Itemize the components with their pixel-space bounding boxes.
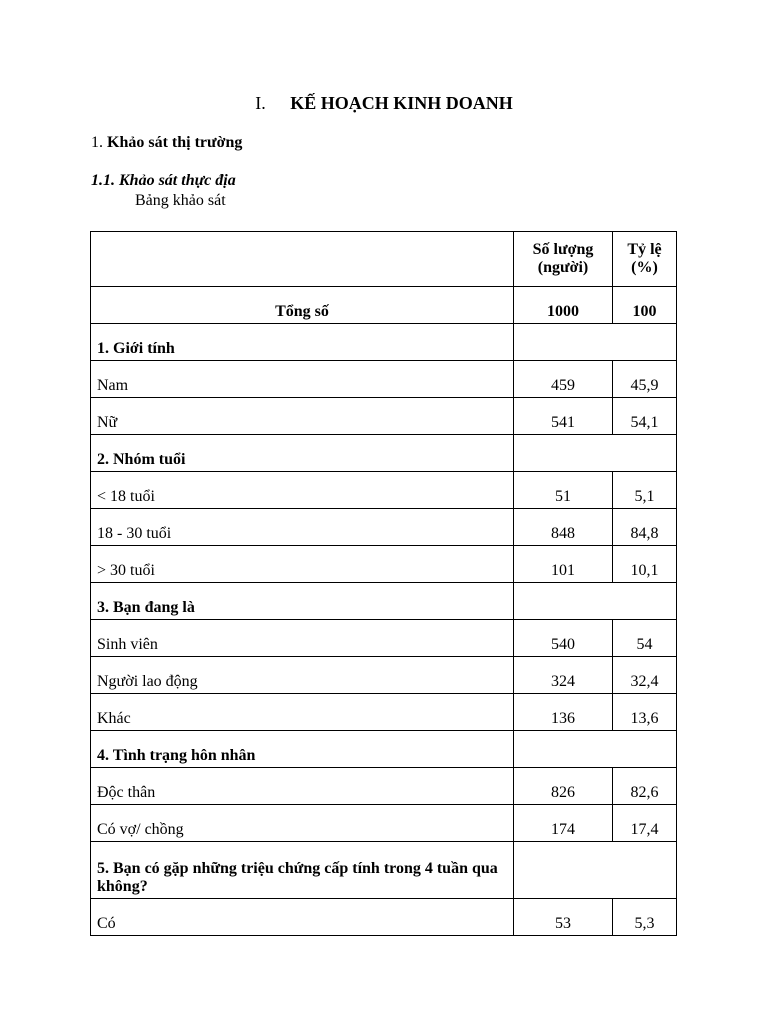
subsection-heading: 1.1. Khảo sát thực địa <box>91 172 236 189</box>
row-label: Nữ <box>91 398 514 435</box>
row-label: Sinh viên <box>91 620 514 657</box>
row-count: 174 <box>514 805 613 842</box>
row-label: Người lao động <box>91 657 514 694</box>
section-title: 3. Bạn đang là <box>91 583 514 620</box>
table-caption: Bảng khảo sát <box>135 192 226 209</box>
row-label: < 18 tuổi <box>91 472 514 509</box>
row-count: 848 <box>514 509 613 546</box>
total-row <box>91 287 677 324</box>
table-row <box>91 620 677 657</box>
header-count-unit: (người) <box>537 259 589 276</box>
header-pct-unit: (%) <box>631 259 658 276</box>
header-count-cell <box>514 232 613 287</box>
total-pct: 100 <box>613 287 677 324</box>
row-count: 540 <box>514 620 613 657</box>
row-pct: 10,1 <box>613 546 677 583</box>
table-section-row <box>91 324 677 361</box>
table-section-row <box>91 731 677 768</box>
row-count: 459 <box>514 361 613 398</box>
row-label: > 30 tuổi <box>91 546 514 583</box>
main-heading-number: I. <box>255 93 266 113</box>
row-pct: 54,1 <box>613 398 677 435</box>
table-section-row <box>91 583 677 620</box>
table-section-row <box>91 842 677 899</box>
section-empty-cell <box>514 324 677 361</box>
table-row <box>91 899 677 936</box>
header-pct-label: Tỷ lệ <box>627 241 662 258</box>
header-empty-cell <box>91 232 514 287</box>
row-pct: 5,3 <box>613 899 677 936</box>
section-empty-cell <box>514 435 677 472</box>
row-pct: 54 <box>613 620 677 657</box>
row-count: 101 <box>514 546 613 583</box>
main-heading-title: KẾ HOẠCH KINH DOANH <box>290 93 513 113</box>
row-label: Có <box>91 899 514 936</box>
table-row <box>91 509 677 546</box>
table-row <box>91 361 677 398</box>
row-pct: 45,9 <box>613 361 677 398</box>
row-count: 53 <box>514 899 613 936</box>
section-title: 1. Giới tính <box>91 324 514 361</box>
table-row <box>91 398 677 435</box>
table-row <box>91 657 677 694</box>
table-row <box>91 694 677 731</box>
total-label: Tổng số <box>91 287 514 324</box>
row-label: Có vợ/ chồng <box>91 805 514 842</box>
section-heading-number: 1. <box>91 134 103 151</box>
main-heading <box>0 93 768 114</box>
section-title: 2. Nhóm tuổi <box>91 435 514 472</box>
table-row <box>91 546 677 583</box>
section-empty-cell <box>514 731 677 768</box>
row-count: 324 <box>514 657 613 694</box>
section-title: 4. Tình trạng hôn nhân <box>91 731 514 768</box>
row-count: 826 <box>514 768 613 805</box>
total-count: 1000 <box>514 287 613 324</box>
row-count: 541 <box>514 398 613 435</box>
table-section-row <box>91 435 677 472</box>
section-heading-title: Khảo sát thị trường <box>107 134 243 151</box>
section-heading <box>91 134 242 152</box>
row-pct: 82,6 <box>613 768 677 805</box>
table-row <box>91 805 677 842</box>
table-row <box>91 472 677 509</box>
row-pct: 17,4 <box>613 805 677 842</box>
section-empty-cell <box>514 842 677 899</box>
row-label: Độc thân <box>91 768 514 805</box>
row-pct: 32,4 <box>613 657 677 694</box>
row-pct: 13,6 <box>613 694 677 731</box>
table-header-row <box>91 232 677 287</box>
header-pct-cell <box>613 232 677 287</box>
row-count: 136 <box>514 694 613 731</box>
section-title: 5. Bạn có gặp những triệu chứng cấp tính trong 4 tuần qua không? <box>91 842 514 899</box>
row-label: 18 - 30 tuổi <box>91 509 514 546</box>
row-label: Khác <box>91 694 514 731</box>
table-row <box>91 768 677 805</box>
section-empty-cell <box>514 583 677 620</box>
survey-table <box>90 231 677 936</box>
row-pct: 84,8 <box>613 509 677 546</box>
row-label: Nam <box>91 361 514 398</box>
header-count-label: Số lượng <box>532 241 594 258</box>
row-count: 51 <box>514 472 613 509</box>
row-pct: 5,1 <box>613 472 677 509</box>
